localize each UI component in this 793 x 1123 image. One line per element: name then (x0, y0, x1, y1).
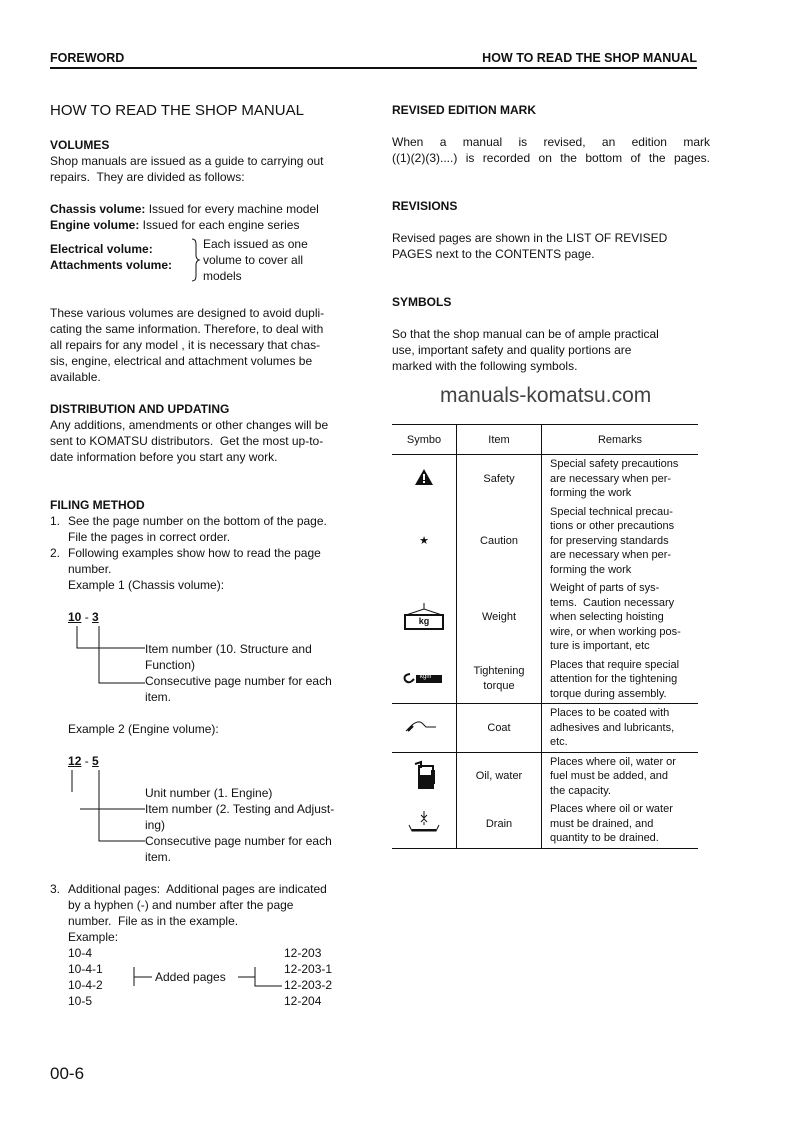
col-item: Item (457, 425, 542, 455)
example1-page-text: Consecutive page number for each item. (145, 674, 332, 704)
symbols-table (392, 424, 698, 849)
dash: - (81, 754, 93, 768)
table-row (392, 579, 698, 656)
table-row (392, 455, 698, 503)
col-symbol: Symbo (392, 425, 457, 455)
item-cell: Caution (457, 503, 542, 580)
remarks-cell: Special safety precautions are necessary when per- forming the work (542, 455, 699, 503)
page-example: 12-204 (284, 994, 322, 1008)
page-number: 3 (92, 610, 99, 624)
dash: - (81, 610, 93, 624)
list-number: 1. (50, 514, 61, 528)
remarks-cell: Weight of parts of sys- tems. Caution necessary when selecting hoisting wire, or when working pos- ture is important, etc (542, 579, 699, 656)
header-section: FOREWORD (50, 51, 125, 65)
table-row (392, 704, 698, 753)
table-row (392, 752, 698, 800)
filing-item-3: Additional pages: Additional pages are indicated by a hyphen (-) and number after the page number. File as in the example. Example: (68, 882, 327, 944)
page-example: 10-4 (68, 946, 93, 960)
page-number: 5 (92, 754, 99, 768)
example2-page-number (68, 753, 99, 769)
engine-text: Issued for each engine series (139, 218, 300, 232)
revised-text: When a manual is revised, an edition mark ((1)(2)(3)....) is recorded on the bottom of the pages. (392, 135, 710, 165)
item-cell: Drain (457, 800, 542, 848)
filing-item-1: See the page number on the bottom of the page. File the pages in correct order. (68, 514, 327, 544)
chassis-label: Chassis volume: (50, 202, 146, 216)
drain-icon (392, 800, 457, 848)
example1-item-number: Item number (10. Structure and Function) (145, 642, 312, 672)
example2-label: Example 2 (Engine volume): (68, 722, 219, 736)
each-issued-text: Each issued as one volume to cover all models (203, 237, 308, 283)
remarks-cell: Places where oil or water must be drained, and quantity to be drained. (542, 800, 699, 848)
star-icon: ★ (392, 503, 457, 580)
kg-label: kg (418, 616, 430, 627)
example2-page-text: Consecutive page number for each item. (145, 834, 332, 864)
remarks-cell: Special technical precau- tions or other precautions for preserving standards are necessary when per- forming the work (542, 503, 699, 580)
page-example: 10-4-1 (68, 962, 103, 976)
attachments-label: Attachments volume: (50, 258, 173, 272)
table-row (392, 656, 698, 704)
engine-label: Engine volume: (50, 218, 140, 232)
example2-unit: Unit number (1. Engine) (145, 786, 273, 800)
electrical-label: Electrical volume: (50, 242, 153, 256)
unit-number: 1 (68, 754, 75, 768)
distribution-heading: DISTRIBUTION AND UPDATING (50, 402, 230, 416)
revisions-heading: REVISIONS (392, 199, 458, 213)
volumes-heading: VOLUMES (50, 138, 110, 152)
header-title: HOW TO READ THE SHOP MANUAL (482, 51, 697, 65)
filing-heading: FILING METHOD (50, 498, 145, 512)
list-number: 2. (50, 546, 61, 560)
page-example: 10-4-2 (68, 978, 103, 992)
list-number: 3. (50, 882, 61, 896)
page-title: HOW TO READ THE SHOP MANUAL (50, 102, 304, 119)
item-cell: Coat (457, 704, 542, 753)
item-cell: Weight (457, 579, 542, 656)
item-cell: Tightening torque (457, 656, 542, 704)
col-remarks: Remarks (542, 425, 699, 455)
torque-wrench-icon (392, 656, 457, 704)
revised-heading: REVISED EDITION MARK (392, 103, 537, 117)
volumes-paragraph: These various volumes are designed to avoid dupli- cating the same information. Therefore, to deal with all repairs for any model , it is necessary that chas- sis, engine, electrical and attachment volumes be available. (50, 306, 325, 384)
added-pages-label: Added pages (155, 970, 226, 984)
remarks-cell: Places that require special attention for the tightening torque during assembly. (542, 656, 699, 704)
page-example: 12-203 (284, 946, 322, 960)
example2-item: Item number (2. Testing and Adjust- ing) (145, 802, 335, 832)
page-example: 12-203-1 (284, 962, 333, 976)
oil-can-icon (392, 752, 457, 800)
remarks-cell: Places where oil, water or fuel must be added, and the capacity. (542, 752, 699, 800)
distribution-text: Any additions, amendments or other changes will be sent to KOMATSU distributors. Get the most up-to- date information before you start any work. (50, 418, 329, 464)
coat-icon (392, 704, 457, 753)
weight-kg-icon (392, 579, 457, 656)
warning-triangle-icon (392, 455, 457, 503)
page-example: 10-5 (68, 994, 93, 1008)
symbols-text: So that the shop manual can be of ample practical use, important safety and quality portions are marked with the following symbols. (392, 327, 659, 373)
remarks-cell: Places to be coated with adhesives and lubricants, etc. (542, 704, 699, 753)
table-row (392, 503, 698, 580)
item-cell: Safety (457, 455, 542, 503)
item-cell: Oil, water (457, 752, 542, 800)
page-example: 12-203-2 (284, 978, 333, 992)
chassis-text: Issued for every machine model (145, 202, 319, 216)
item-number: 2 (74, 754, 82, 768)
symbols-heading: SYMBOLS (392, 295, 452, 309)
volumes-intro: Shop manuals are issued as a guide to carrying out repairs. They are divided as follows: (50, 154, 324, 184)
watermark: manuals-komatsu.com (440, 384, 652, 407)
revisions-text: Revised pages are shown in the LIST OF REVISED PAGES next to the CONTENTS page. (392, 231, 668, 261)
filing-item-2: Following examples show how to read the page number. Example 1 (Chassis volume): (68, 546, 321, 592)
item-number: 10 (68, 610, 82, 624)
table-row (392, 800, 698, 848)
kgm-label: kgm (420, 674, 432, 681)
page-number: 00-6 (50, 1064, 85, 1083)
